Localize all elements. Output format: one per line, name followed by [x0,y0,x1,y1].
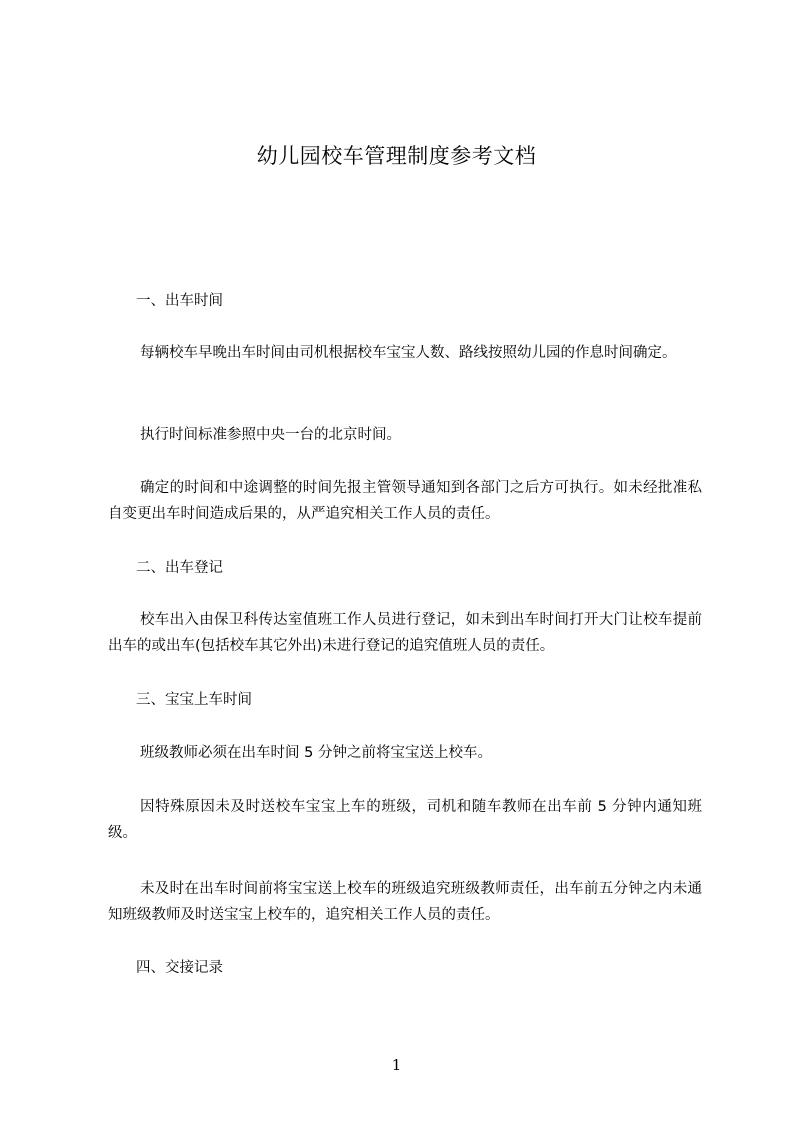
page-number: 1 [391,1056,402,1074]
paragraph: 校车出入由保卫科传达室值班工作人员进行登记，如未到出车时间打开大门让校车提前出车的或出车(包括校车其它外出)未进行登记的追究值班人员的责任。 [108,612,702,654]
paragraph: 执行时间标准参照中央一台的北京时间。 [140,427,401,443]
document-title: 幼儿园校车管理制度参考文档 [256,144,537,168]
section-heading-boarding-time: 三、宝宝上车时间 [136,692,252,708]
paragraph: 因特殊原因未及时送校车宝宝上车的班级，司机和随车教师在出车前 5 分钟内通知班级。 [108,799,702,841]
paragraph: 每辆校车早晚出车时间由司机根据校车宝宝人数、路线按照幼儿园的作息时间确定。 [140,345,677,361]
section-heading-departure-registration: 二、出车登记 [136,560,223,576]
paragraph: 确定的时间和中途调整的时间先报主管领导通知到各部门之后方可执行。如未经批准私自变更出车时间造成后果的，从严追究相关工作人员的责任。 [108,480,702,522]
paragraph: 班级教师必须在出车时间 5 分钟之前将宝宝送上校车。 [140,745,492,761]
section-heading-departure-time: 一、出车时间 [136,293,223,309]
section-heading-handover-record: 四、交接记录 [136,960,223,976]
paragraph: 未及时在出车时间前将宝宝送上校车的班级追究班级教师责任，出车前五分钟之内未通知班级教师及时送宝宝上校车的，追究相关工作人员的责任。 [108,881,702,923]
